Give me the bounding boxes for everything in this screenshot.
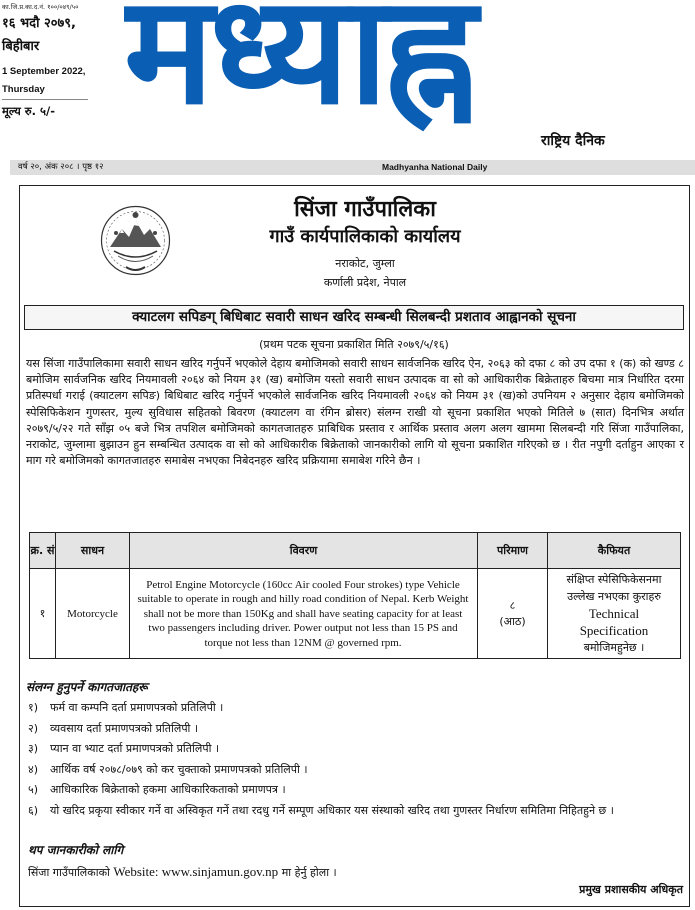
list-item-number: १) [28, 701, 39, 714]
header-description: विवरण [130, 533, 478, 569]
list-item-number: ३) [28, 742, 39, 756]
row-item: Motorcycle [56, 569, 130, 659]
date-bs: १६ भदौ २०७९, [2, 16, 76, 31]
header-remarks: कैफियत [548, 533, 681, 569]
row-quantity [478, 569, 548, 659]
list-item [26, 739, 684, 760]
list-item-text: आधिकारिक बिक्रेताको हकमा आधिकारिकताको प्रमाणपत्र । [50, 783, 286, 797]
quantity-words: (आठ) [499, 614, 526, 628]
more-info-title: थप जानकारीको लागि [28, 843, 124, 857]
list-item-number: २) [28, 721, 39, 735]
more-info-suffix: मा हेर्नु होला । [281, 866, 337, 879]
first-published-date: (प्रथम पटक सूचना प्रकाशित मिति २०७९/५/१६) [259, 338, 449, 351]
registration-number: का.जि.प्र.का.द.नं. १००/०४९/५० [2, 3, 79, 11]
remark-line: संक्षिप्त स्पेसिफिकेसनमा [566, 573, 662, 586]
date-block [2, 15, 96, 120]
required-documents-list [26, 698, 684, 821]
website-link[interactable]: Website: www.sinjamun.gov.np [113, 864, 279, 879]
more-info-prefix: सिंजा गाउँपालिकाको [28, 866, 110, 879]
list-item-number: ६) [28, 803, 39, 817]
list-item [26, 719, 684, 740]
list-item [26, 760, 684, 781]
remark-line: Technical Specification [579, 606, 649, 638]
nepal-emblem-icon [98, 203, 173, 278]
office-title: सिंजा गाउँपालिका [294, 197, 436, 222]
row-serial: १ [30, 569, 56, 659]
list-item [26, 801, 684, 821]
more-info-text [28, 863, 337, 882]
issue-info: वर्ष २०, अंक २०८ । पृष्ठ १२ [18, 162, 104, 172]
weekday-nepali: बिहीबार [2, 39, 40, 54]
list-item-number: ५) [28, 783, 39, 797]
header-quantity: परिमाण [478, 533, 548, 569]
table-row [30, 569, 681, 659]
office-address-line2: कर्णाली प्रदेश, नेपाल [323, 276, 407, 289]
weekday-english: Thursday [2, 84, 45, 95]
header-serial: क्र. सं [30, 533, 56, 569]
list-item [26, 780, 684, 801]
remark-line: उल्लेख नभएका कुराहरु [567, 590, 661, 603]
quantity-number: ८ [509, 598, 516, 612]
newspaper-logo [124, 0, 695, 136]
specification-table [29, 532, 681, 659]
list-item-text: फर्म वा कम्पनि दर्ता प्रमाणपत्रको प्रतिलिपी । [50, 701, 224, 714]
tagline: राष्ट्रिय दैनिक [541, 133, 605, 149]
paper-name: Madhyanha National Daily [382, 162, 488, 172]
table-header-row [30, 533, 681, 569]
row-description: Petrol Engine Motorcycle (160cc Air cooled Four strokes) type Vehicle suitable to operate in rough and hilly road condition of Nepal. Kerb Weight shall not be more than 150Kg and shall have seating capacity for at least two passengers including driver. Power output not less than 15 PS and torque not less than 12NM @ governed rpm. [130, 569, 478, 659]
office-subtitle: गाउँ कार्यपालिकाको कार्यालय [269, 226, 461, 247]
notice-headline: क्याटलग सपिङग् बिधिबाट सवारी साधन खरिद सम्बन्धी सिलबन्दी प्रशताव आह्वानको सूचना [24, 305, 684, 330]
list-item-text: व्यवसाय दर्ता प्रमाणपत्रको प्रतिलिपी । [50, 721, 199, 735]
price: मूल्य रु. ५/- [2, 104, 56, 118]
issue-bar [10, 160, 695, 175]
list-item-text: यो खरिद प्रकृया स्वीकार गर्ने वा अस्विकृत गर्ने तथा रदधु गर्ने सम्पूण अधिकार यस संस्थाको खरिद तथा गुणस्तर निर्धारण समितिमा निहितहुने छ । [50, 803, 614, 817]
list-item-text: आर्थिक वर्ष २०७८/०७९ को कर चुक्ताको प्रमाणपत्रको प्रतिलिपी । [50, 762, 308, 776]
notice-body: यस सिंजा गाउँपालिकामा सवारी साधन खरिद गर्नुपर्ने भएकोले देहाय बमोजिमको सवारी साधन सार्वजनिक खरिद ऐन, २०६३ को दफा ८ को उप दफा १ (क) को खण्ड ८ बमोजिम सार्वजनिक खरिद नियमावली २०६४ को नियम ३१ (ख) बमोजिम यस्तो सवारी साधन उत्पादक वा सो को आधिकारीक बिक्रेताहरु बिचमा मात्र निर्धारित दरमा प्रतिस्पर्धा गराई (क्याटलग सपिङ) बिधिबाट खरिद गर्नुपर्ने भएकोले सार्वजनिक खरिद नियमावली २०६४ को नियम ३१ (ख)को उपनियम २ अनुसार देहाय बमोजिमको स्पेसिफिकेशन गुणस्तर, मुल्य सुविधास सहितको बिवरण (क्याटलग वा रंगिन ब्रोसर) संलग्न राखी यो सूचना प्रकाशित भएको मितिले ७ (सात) दिनभित्र अर्थात २०७९/५/२२ गते साँझ ०५ बजे भित्र तपशिल बमोजिमको कागतजातहरु प्राबिधिक प्रस्ताव र आर्थिक प्रस्ताव अलग अलग खाममा सिलबन्दी गरि सिंजा गाउँपालिका, नराकोट, जुम्लामा बुझाउन हुन सम्बन्धित उत्पादक वा सो को आधिकारीक बिक्रेताको जानकारीको लागि यो सूचना प्रकाशित गरिएको छ । रीत नपुगी दर्ताहुन आएका र माग गरे बमोजिमको कागतजातहरु समाबेस नभएका निबेदनहरु खरिद प्रक्रियामा समाबेश गरिने छैन । [26, 357, 684, 468]
required-documents-title: संलग्न हुनुपर्ने कागतजातहरू [26, 680, 148, 694]
newspaper-masthead [0, 0, 695, 172]
header-item: साधन [56, 533, 130, 569]
office-address-line1: नराकोट, जुम्ला [335, 257, 395, 270]
list-item [26, 698, 684, 719]
signatory-title: प्रमुख प्रशासकीय अधिकृत [579, 883, 683, 896]
row-remarks [548, 569, 681, 659]
logo-text: मध्याह्न [124, 0, 474, 136]
date-divider [2, 99, 88, 100]
remark-line: बमोजिमहुनेछ । [583, 641, 645, 654]
list-item-number: ४) [28, 762, 39, 776]
list-item-text: प्यान वा भ्याट दर्ता प्रमाणपत्रको प्रतिलिपी । [50, 742, 220, 756]
date-ad: 1 September 2022, [2, 66, 86, 77]
procurement-notice [19, 185, 690, 907]
